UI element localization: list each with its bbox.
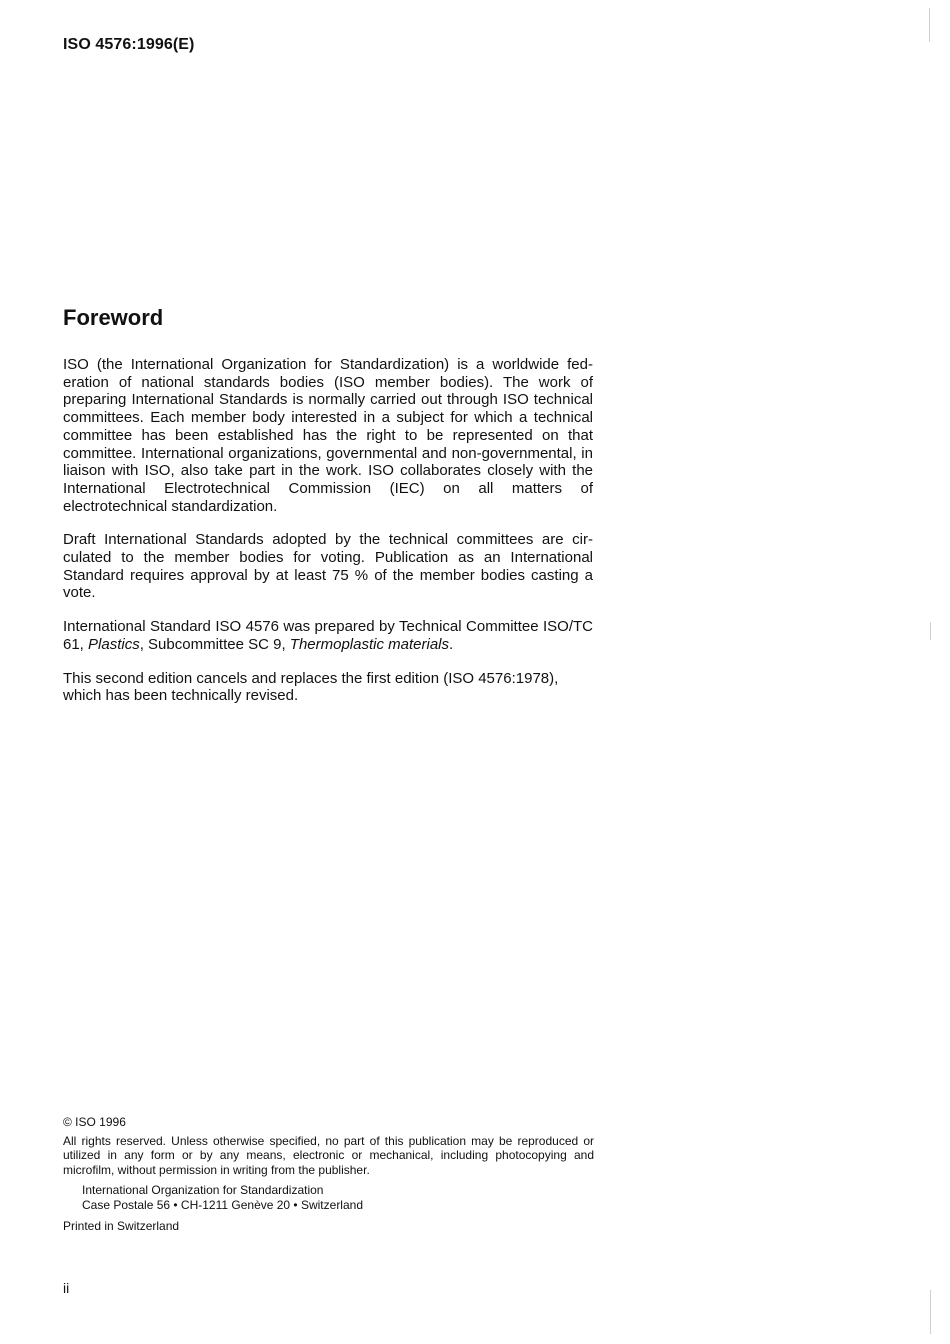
prepared-by-suffix: . (449, 635, 454, 653)
copyright-notice: © ISO 1996 (63, 1115, 126, 1129)
paragraph-prepared-by (63, 618, 593, 653)
page-number: ii (63, 1280, 70, 1296)
paragraph-iso-overview: ISO (the International Organization for Standardization) is a worldwide federation of national standards bodies (ISO member bodies). The work of preparing International Standards is normally carried out through ISO technical committees. Each member body interested in a subject for which a technical committee has been established has the right to be represented on that committee. International organizations, governmental and non-governmental, in liaison with ISO, also take part in the work. ISO collaborates closely with the International Electrotechnical Commission (IEC) on all matters of electrotechnical standardization. (63, 356, 593, 515)
committee-name: Plastics (88, 635, 140, 653)
prepared-by-prefix: International Standard ISO 4576 was prepared by Technical Committee ISO/TC 61, (63, 618, 593, 653)
copyright-block (63, 1115, 594, 1233)
scan-edge-mark-middle (930, 622, 931, 640)
organization-name: International Organization for Standardization (82, 1183, 324, 1198)
rights-statement: All rights reserved. Unless otherwise specified, no part of this publication may be reproduced or utilized in any form or by any means, electronic or mechanical, including photocopying and microfilm, without permission in writing from the publisher. (63, 1133, 594, 1177)
postal-address: Case Postale 56 • CH-1211 Genève 20 • Switzerland (82, 1197, 363, 1212)
paragraph-edition-note: This second edition cancels and replaces the first edition (ISO 4576:1978), which has been technically revised. (63, 669, 559, 705)
foreword-body (63, 356, 593, 721)
paragraph-draft-standards: Draft International Standards adopted by the technical committees are circulated to the member bodies for voting. Publication as an International Standard requires approval by at least 75 % of the member bodies casting a vote. (63, 531, 593, 602)
document-id: ISO 4576:1996(E) (63, 36, 195, 53)
printed-location: Printed in Switzerland (63, 1218, 180, 1233)
subcommittee-name: Thermoplastic materials (289, 635, 449, 653)
prepared-by-middle: , Subcommittee SC 9, (139, 635, 290, 653)
scan-edge-mark-top (929, 8, 930, 42)
publisher-address (63, 1183, 594, 1212)
scan-edge-mark-bottom (930, 1290, 931, 1334)
section-title: Foreword (63, 305, 164, 330)
